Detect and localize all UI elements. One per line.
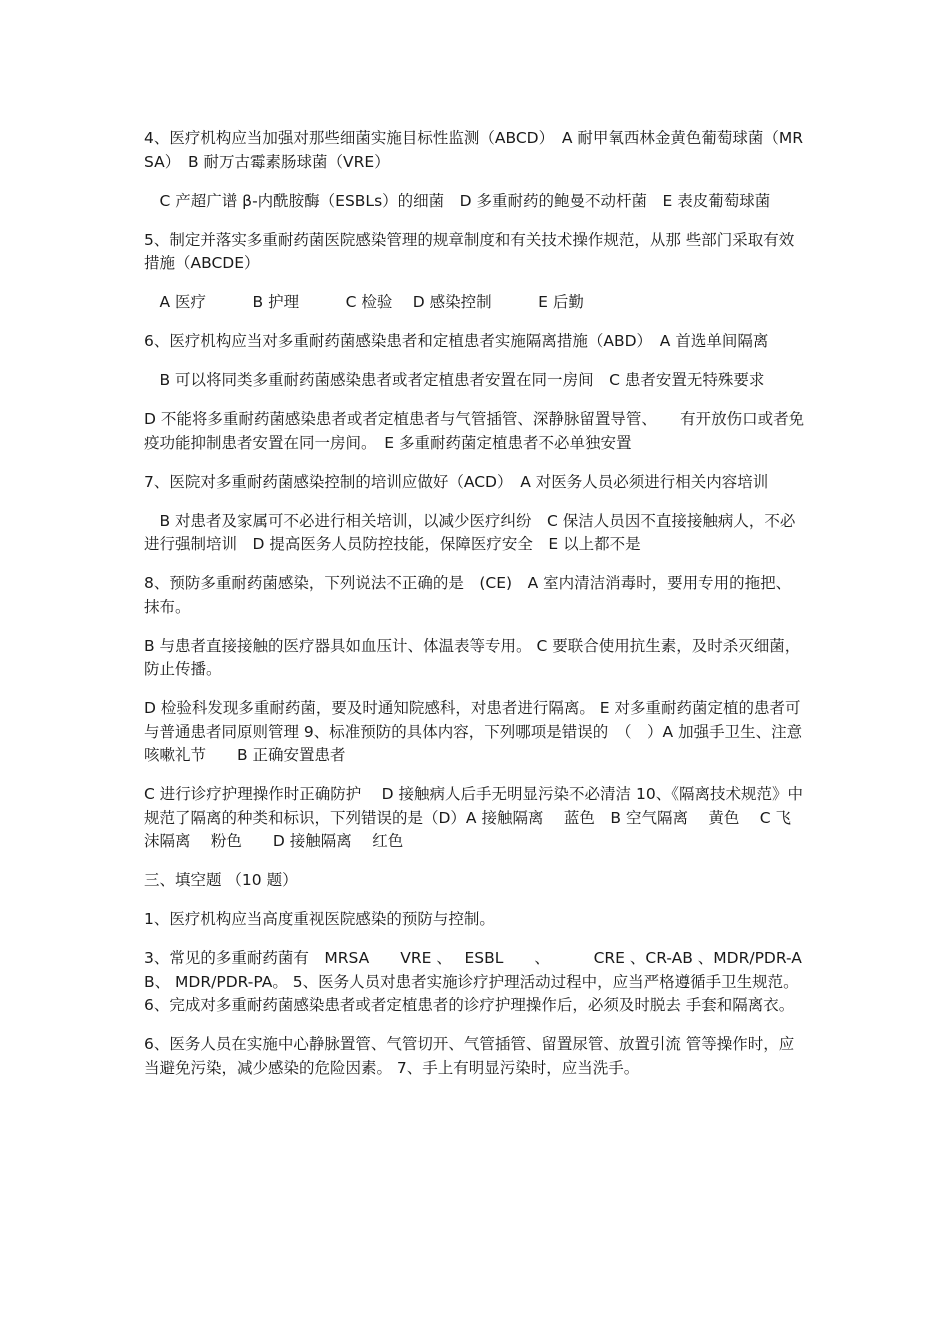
question-8-9: D 检验科发现多重耐药菌，要及时通知院感科，对患者进行隔离。 E 对多重耐药菌定植的患者可与普通患者同原则管理 9、标准预防的具体内容，下列哪项是错误的 （ ）A 加强手卫生、注意咳嗽礼节 B 正确安置患者 (144, 699, 803, 764)
question-6-options-b-c: B 可以将同类多重耐药菌感染患者或者定植患者安置在同一房间 C 患者安置无特殊要求 (144, 371, 765, 389)
question-6: 6、医疗机构应当对多重耐药菌感染患者和定植患者实施隔离措施（ABD） A 首选单间隔离 (144, 332, 769, 350)
fill-in-1: 1、医疗机构应当高度重视医院感染的预防与控制。 (144, 910, 495, 928)
question-5-options: A 医疗 B 护理 C 检验 D 感染控制 E 后勤 (144, 293, 584, 311)
fill-in-6-7: 6、医务人员在实施中心静脉置管、气管切开、气管插管、留置尿管、放置引流 管等操作时，应当避免污染，减少感染的危险因素。 7、手上有明显污染时，应当洗手。 (144, 1035, 795, 1077)
document-body (144, 127, 806, 1096)
fill-in-3-5-6: 3、常见的多重耐药菌有 MRSA VRE 、 ESBL 、 CRE 、CR-AB 、MDR/PDR-AB、 MDR/PDR-PA。 5、医务人员对患者实施诊疗护理活动过程中，应当严格遵循手卫生规范。 6、完成对多重耐药菌感染患者或者定植患者的诊疗护理操作后，必须及时脱去 手套和隔离衣。 (144, 949, 804, 1014)
question-5: 5、制定并落实多重耐药菌医院感染管理的规章制度和有关技术操作规范，从那 些部门采取有效措施（ABCDE） (144, 230, 795, 272)
question-9-10: C 进行诊疗护理操作时正确防护 D 接触病人后手无明显污染不必清洁 10、《隔离技术规范》中规范了隔离的种类和标识，下列错误的是（D）A 接触隔离 蓝色 B 空气隔离 黄色 C 飞沫隔离 粉色 D 接触隔离 红色 (144, 785, 803, 850)
question-7-options: B 对患者及家属可不必进行相关培训，以减少医疗纠纷 C 保洁人员因不直接接触病人，不必进行强制培训 D 提高医务人员防控技能，保障医疗安全 E 以上都不是 (144, 511, 796, 553)
question-6-options-d-e: D 不能将多重耐药菌感染患者或者定植患者与气管插管、深静脉留置导管、 有开放伤口或者免疫功能抑制患者安置在同一房间。 E 多重耐药菌定植患者不必单独安置 (144, 410, 805, 452)
question-4: 4、医疗机构应当加强对那些细菌实施目标性监测（ABCD） A 耐甲氧西林金黄色葡萄球菌（MRSA） B 耐万古霉素肠球菌（VRE） (144, 129, 804, 171)
question-4-options: C 产超广谱 β-内酰胺酶（ESBLs）的细菌 D 多重耐药的鲍曼不动杆菌 E 表皮葡萄球菌 (144, 191, 771, 210)
question-8-options-b-c: B 与患者直接接触的医疗器具如血压计、体温表等专用。 C 要联合使用抗生素，及时杀灭细菌，防止传播。 (144, 636, 801, 678)
section-heading-fill-in: 三、填空题 （10 题） (144, 871, 298, 889)
question-7: 7、医院对多重耐药菌感染控制的培训应做好（ACD） A 对医务人员必须进行相关内容培训 (144, 472, 769, 491)
question-8: 8、预防多重耐药菌感染，下列说法不正确的是 (CE) A 室内清洁消毒时，要用专用的拖把、抹布。 (144, 574, 792, 616)
